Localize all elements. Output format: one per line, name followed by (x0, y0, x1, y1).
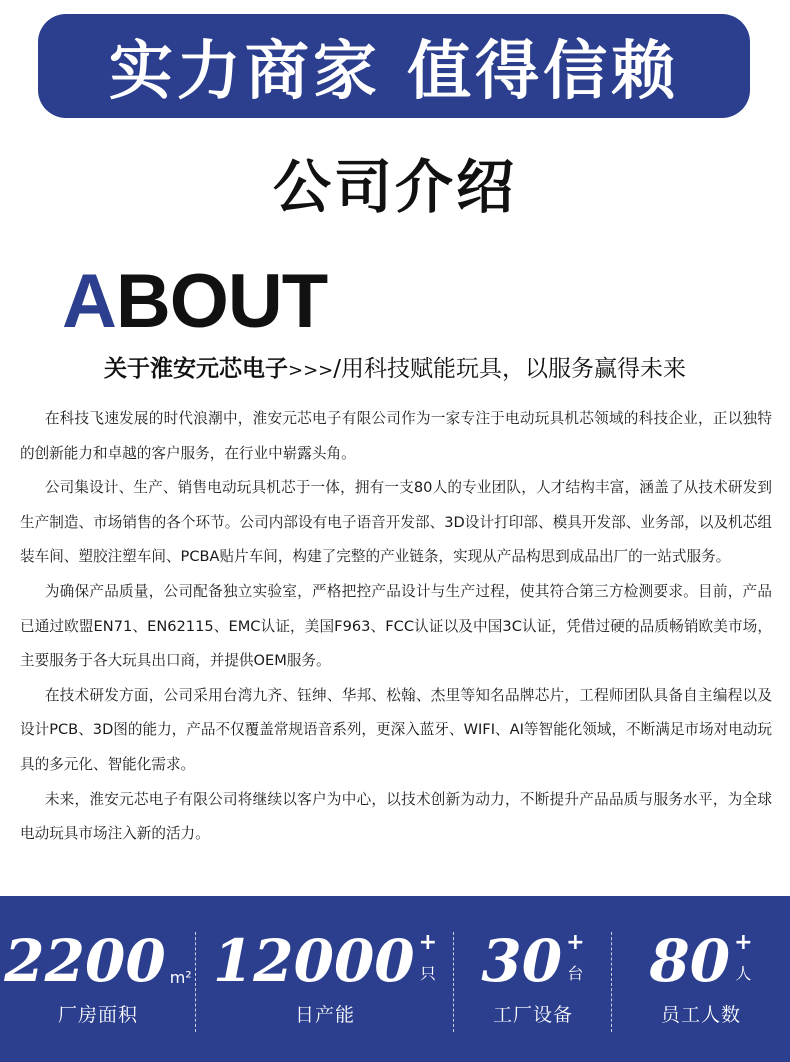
stat-value (213, 926, 437, 996)
stat-employees (612, 896, 790, 1062)
stat-value (4, 926, 191, 996)
tagline-arrows: >>> (288, 360, 334, 381)
stat-value (481, 926, 584, 996)
stat-equipment (454, 896, 612, 1062)
stat-unit: 台 (567, 964, 584, 983)
tagline (0, 350, 790, 383)
stat-value (649, 926, 752, 996)
intro-paragraph: 在科技飞速发展的时代浪潮中，淮安元芯电子有限公司作为一家专注于电动玩具机芯领域的科技企业，正以独特的创新能力和卓越的客户服务，在行业中崭露头角。 (20, 410, 772, 462)
section-title: 公司介绍 (272, 153, 517, 221)
banner-slogan: 实力商家 值得信赖 (108, 35, 680, 109)
stat-factory-area (0, 896, 196, 1062)
stat-daily-capacity (196, 896, 454, 1062)
plus-icon: + (418, 930, 438, 955)
tagline-slogan: /用科技赋能玩具，以服务赢得未来 (333, 356, 686, 382)
plus-icon: + (734, 930, 753, 955)
intro-paragraph: 公司集设计、生产、销售电动玩具机芯于一体，拥有一支80人的专业团队，人才结构丰富，涵盖了从技术研发到生产制造、市场销售的各个环节。公司内部设有电子语音开发部、3D设计打印部、模具开发部、业务部，以及机芯组装车间、塑胶注塑车间、PCBA贴片车间，构建了完整的产业链条，实现从产品构思到成品出厂的一站式服务。 (20, 479, 772, 566)
intro-paragraph: 未来，淮安元芯电子有限公司将继续以客户为中心，以技术创新为动力，不断提升产品品质与服务水平，为全球电动玩具市场注入新的活力。 (20, 790, 772, 843)
tagline-company: 关于淮安元芯电子 (104, 356, 288, 382)
company-intro-text (20, 402, 772, 852)
stats-bar (0, 896, 790, 1062)
stat-unit: 人 (735, 964, 752, 983)
stat-label: 厂房面积 (57, 1004, 138, 1026)
intro-paragraph: 为确保产品质量，公司配备独立实验室，严格把控产品设计与生产过程，使其符合第三方检测要求。目前，产品已通过欧盟EN71、EN62115、EMC认证，美国F963、FCC认证以及中国3C认证，凭借过硬的品质畅销欧美市场，主要服务于各大玩具出口商，并提供OEM服务。 (20, 582, 772, 670)
stat-label: 工厂设备 (492, 1004, 573, 1026)
about-first-letter: A (62, 259, 116, 344)
top-banner (38, 14, 750, 118)
stat-label: 日产能 (294, 1004, 355, 1026)
stat-number: 30 (481, 927, 563, 995)
stat-number: 12000 (212, 927, 415, 995)
intro-paragraph: 在技术研发方面，公司采用台湾九齐、钰绅、华邦、松翰、杰里等知名品牌芯片，工程师团队具备自主编程以及设计PCB、3D图的能力，产品不仅覆盖常规语音系列，更深入蓝牙、WIFI、AI等智能化领域，不断满足市场对电动玩具的多元化、智能化需求。 (20, 686, 772, 773)
about-heading (62, 259, 328, 344)
stat-number: 2200 (4, 927, 166, 995)
stat-unit: m² (169, 968, 192, 987)
stat-label: 员工人数 (660, 1004, 741, 1026)
stat-number: 80 (649, 927, 731, 995)
stat-unit: 只 (419, 964, 436, 983)
plus-icon: + (566, 930, 585, 955)
about-rest-letters: BOUT (115, 259, 328, 344)
